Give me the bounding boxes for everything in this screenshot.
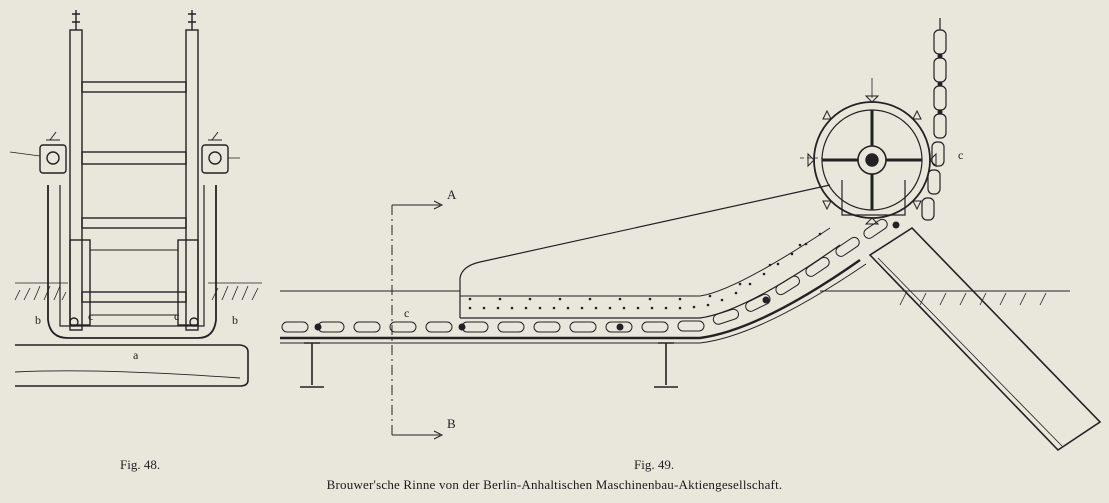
fig49-marker-c-trough: c xyxy=(404,306,410,320)
fig48-marker-b-right: b xyxy=(232,313,238,327)
discharge-chute xyxy=(870,228,1100,450)
conveyor-chain xyxy=(282,217,889,332)
fig48-drawing xyxy=(10,10,262,386)
fig48-marker-c-left: c xyxy=(88,309,94,323)
fig48-marker-b-left: b xyxy=(35,313,41,327)
fig49-marker-B: B xyxy=(447,416,456,431)
fig49-label: Fig. 49. xyxy=(634,457,675,472)
fig48-label: Fig. 48. xyxy=(120,457,161,472)
fig48-marker-c-right: c xyxy=(174,309,180,323)
lifting-chain xyxy=(922,18,946,220)
plate-caption: Brouwer'sche Rinne von der Berlin-Anhaltischen Maschinenbau-Aktiengesellschaft. xyxy=(326,477,783,492)
fig49-drawing xyxy=(280,18,1100,450)
drive-wheel xyxy=(800,78,936,224)
support-left xyxy=(300,343,324,387)
fig49-marker-A: A xyxy=(447,187,457,202)
fig48-marker-a: a xyxy=(133,348,139,362)
fig49-marker-c-wheel: c xyxy=(958,148,964,162)
support-right xyxy=(654,343,678,387)
